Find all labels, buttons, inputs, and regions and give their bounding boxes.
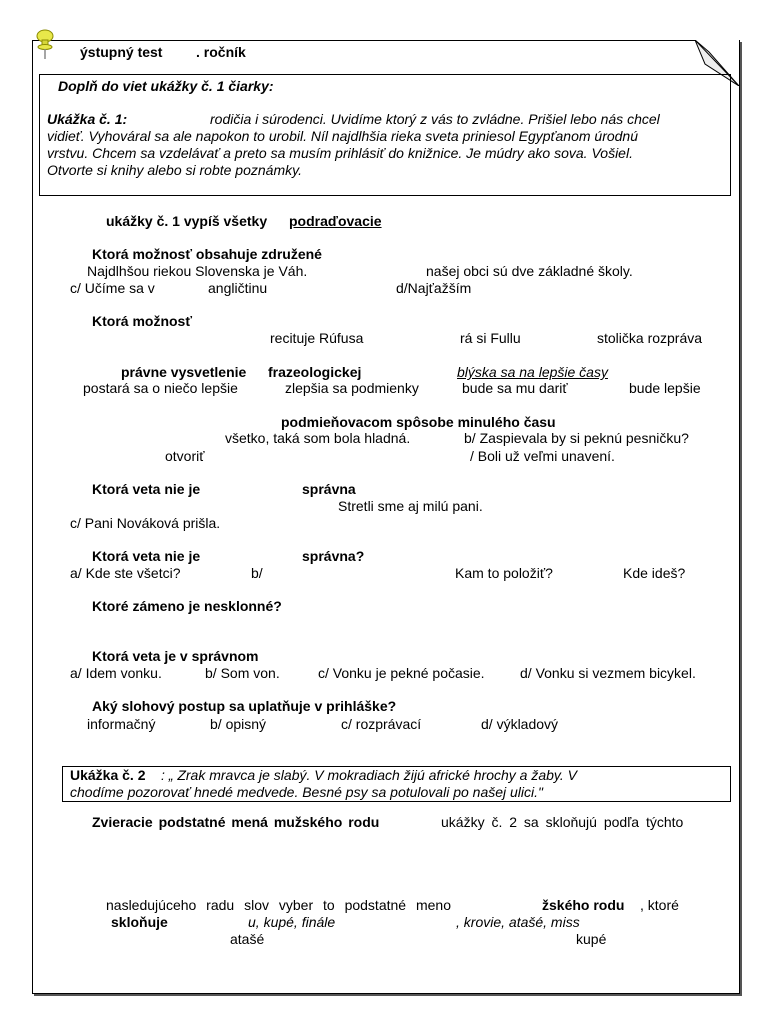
q2-underlined: podraďovacie bbox=[289, 213, 382, 229]
q10-option-d: d/ Vonku si vezmem bicykel. bbox=[520, 665, 696, 681]
q7-option-c: c/ Pani Nováková prišla. bbox=[70, 515, 221, 531]
q3-option-d: d/Najťažším bbox=[396, 280, 472, 296]
q4-option-a: recituje Rúfusa bbox=[270, 330, 364, 346]
q6-question: podmieňovacom spôsobe minulého času bbox=[281, 414, 556, 430]
q4-option-c: stolička rozpráva bbox=[597, 330, 703, 346]
q10-option-a: a/ Idem vonku. bbox=[70, 665, 162, 681]
q5-phrase: blýska sa na lepšie časy bbox=[457, 364, 608, 380]
q8-option-d: Kde ideš? bbox=[623, 565, 686, 581]
test-title: ýstupný test bbox=[80, 44, 163, 60]
q7-question-part2: správna bbox=[302, 481, 356, 497]
q13-bold-declines: skloňuje bbox=[111, 914, 168, 930]
q12-question-bold: Zvieracie podstatné mená mužského rodu bbox=[92, 814, 380, 830]
q11-option-d: d/ výkladový bbox=[481, 716, 559, 732]
q9-question: Ktoré zámeno je nesklonné? bbox=[92, 598, 282, 614]
q7-question-part1: Ktorá veta nie je bbox=[92, 481, 201, 497]
q5-question-part1: právne vysvetlenie bbox=[121, 364, 247, 380]
q3-option-a: Najdlhšou riekou Slovenska je Váh. bbox=[87, 263, 308, 279]
q10-option-b: b/ Som von. bbox=[205, 665, 280, 681]
q10-option-c: c/ Vonku je pekné počasie. bbox=[318, 665, 485, 681]
q8-option-a: a/ Kde ste všetci? bbox=[70, 565, 181, 581]
q13-word-list-1: u, kupé, finále bbox=[248, 914, 336, 930]
excerpt-1-line3: vrstvu. Chcem sa vzdelávať a preto sa musím prihlásiť do knižnice. Je múdry ako sova. Vošiel. bbox=[47, 145, 633, 161]
q6-option-b: b/ Zaspievala by si peknú pesničku? bbox=[464, 430, 689, 446]
q8-option-c: Kam to položiť? bbox=[455, 565, 553, 581]
q13-question-line1: nasledujúceho radu slov vyber to podstatné meno bbox=[106, 897, 451, 913]
q13-answer-1: atašé bbox=[230, 931, 265, 947]
q4-option-b: rá si Fullu bbox=[460, 330, 521, 346]
q10-question: Ktorá veta je v správnom bbox=[92, 648, 259, 664]
q2-prefix: ukážky č. 1 vypíš všetky bbox=[106, 213, 268, 229]
q6-option-c: otvoriť bbox=[165, 448, 205, 464]
excerpt-1-line1: rodičia i súrodenci. Uvidíme ktorý z vás to zvládne. Prišiel lebo nás chcel bbox=[210, 111, 660, 127]
q11-question: Aký slohový postup sa uplatňuje v prihláške? bbox=[92, 698, 397, 714]
q6-option-a: všetko, taká som bola hladná. bbox=[225, 430, 411, 446]
q3-option-c: c/ Učíme sa v bbox=[70, 280, 155, 296]
q5-question-part2: frazeologickej bbox=[268, 364, 362, 380]
excerpt-2-label: Ukážka č. 2 bbox=[70, 767, 146, 783]
grade-label: . ročník bbox=[196, 44, 246, 60]
q4-question: Ktorá možnosť bbox=[92, 313, 193, 329]
q11-option-c: c/ rozprávací bbox=[341, 716, 422, 732]
pushpin-icon bbox=[34, 28, 56, 60]
excerpt-2-line2: chodíme pozorovať hnedé medvede. Besné psy sa potulovali po našej ulici." bbox=[70, 784, 543, 800]
q3-option-c-cont: angličtinu bbox=[208, 280, 268, 296]
task1-instruction: Doplň do viet ukážky č. 1 čiarky: bbox=[58, 78, 274, 94]
excerpt-1-label: Ukážka č. 1: bbox=[47, 111, 128, 127]
q5-option-a: postará sa o niečo lepšie bbox=[83, 380, 238, 396]
q8-option-b: b/ bbox=[251, 565, 263, 581]
q3-option-b: našej obci sú dve základné školy. bbox=[426, 263, 633, 279]
q6-option-d: / Boli už veľmi unavení. bbox=[470, 448, 615, 464]
q5-option-d: bude lepšie bbox=[629, 380, 701, 396]
excerpt-2-line1: : „ Zrak mravca je slabý. V mokradiach žijú africké hrochy a žaby. V bbox=[161, 767, 577, 783]
q5-option-b: zlepšia sa podmienky bbox=[285, 380, 419, 396]
q11-option-b: b/ opisný bbox=[210, 716, 267, 732]
q11-option-a: informačný bbox=[87, 716, 156, 732]
q13-bold-gender: žského rodu bbox=[542, 897, 625, 913]
q8-question-part2: správna? bbox=[302, 548, 365, 564]
excerpt-1-line2: vidieť. Vyhováral sa ale napokon to urobil. Níl najdlhšia rieka sveta priniesol Egypťanom úrodnú bbox=[47, 128, 638, 144]
q3-question: Ktorá možnosť obsahuje združené bbox=[92, 246, 322, 262]
q7-option-b: Stretli sme aj milú pani. bbox=[338, 498, 483, 514]
q5-option-c: bude sa mu dariť bbox=[462, 380, 568, 396]
q13-word-list-2: , krovie, atašé, miss bbox=[456, 914, 580, 930]
q13-answer-2: kupé bbox=[576, 931, 607, 947]
excerpt-1-line4: Otvorte si knihy alebo si robte poznámky. bbox=[47, 162, 302, 178]
q13-line1-end: , ktoré bbox=[640, 897, 679, 913]
q12-question-rest: ukážky č. 2 sa skloňujú podľa týchto bbox=[441, 814, 684, 830]
q8-question-part1: Ktorá veta nie je bbox=[92, 548, 201, 564]
